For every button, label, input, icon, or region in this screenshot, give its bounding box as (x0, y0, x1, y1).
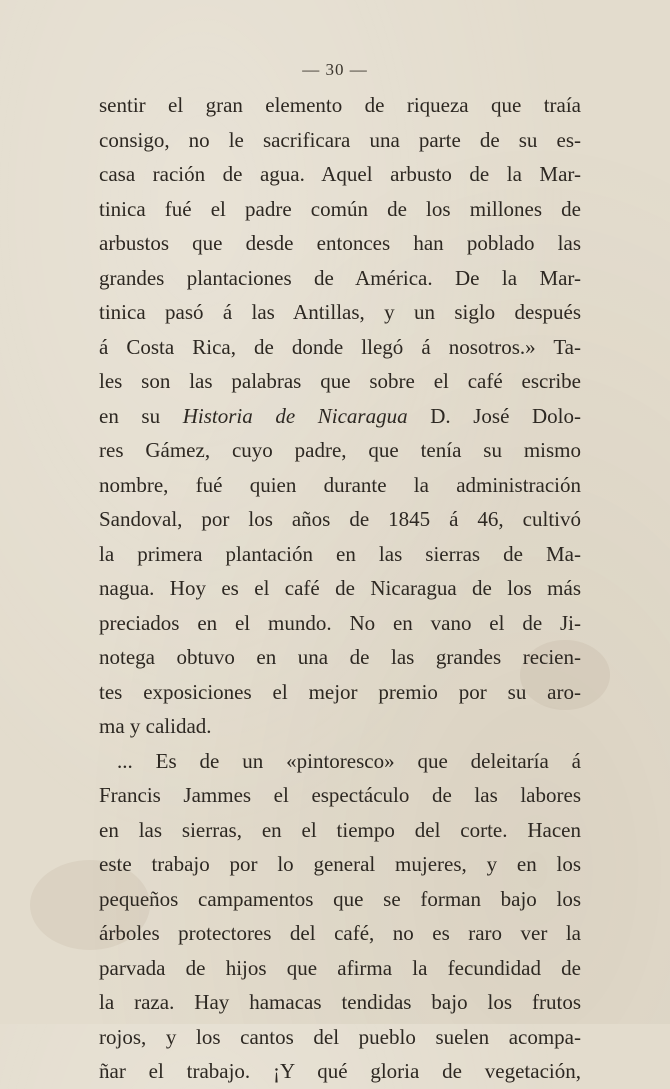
text-line: en las sierras, en el tiempo del corte. Hacen (99, 817, 581, 842)
text-line: tinica pasó á las Antillas, y un siglo después (99, 300, 581, 324)
text-line: les son las palabras que sobre el café escribe (99, 369, 581, 393)
text-line: tes exposiciones el mejor premio por su aro- (99, 679, 581, 704)
text-line: res Gámez, cuyo padre, que tenía su mismo (99, 438, 581, 462)
page-number: — 30 — (302, 60, 368, 79)
paragraph-last-line: ma y calidad. (99, 714, 212, 738)
text-line: arbustos que desde entonces han poblado las (99, 231, 581, 255)
text-line-with-book-title (99, 399, 581, 434)
text-line: sentir el gran elemento de riqueza que traía (99, 93, 581, 117)
text-line: casa ración de agua. Aquel arbusto de la Mar- (99, 162, 581, 186)
text-line: parvada de hijos que afirma la fecundidad de (99, 955, 581, 980)
text-line: tinica fué el padre común de los millones de (99, 196, 581, 221)
text-fragment: D. José Dolo- (407, 403, 582, 428)
text-line: nagua. Hoy es el café de Nicaragua de los más (99, 576, 581, 600)
text-line: pequeños campamentos que se forman bajo los (99, 886, 581, 911)
body-text (99, 88, 581, 1089)
paragraph-first-line: ... Es de un «pintoresco» que deleitaría á (117, 748, 581, 773)
text-line: á Costa Rica, de donde llegó á nosotros.» Ta- (99, 334, 581, 359)
text-line: grandes plantaciones de América. De la Mar- (99, 265, 581, 290)
text-line: este trabajo por lo general mujeres, y en los (99, 852, 581, 876)
text-line: ñar el trabajo. ¡Y qué gloria de vegetación, (99, 1059, 581, 1083)
text-line: Sandoval, por los años de 1845 á 46, cultivó (99, 507, 581, 531)
text-line: notega obtuvo en una de las grandes recien- (99, 645, 581, 669)
text-line: la raza. Hay hamacas tendidas bajo los frutos (99, 990, 581, 1014)
book-title: Historia de Nicaragua (182, 403, 408, 428)
text-fragment: en su (99, 403, 183, 428)
text-line: nombre, fué quien durante la administración (99, 472, 581, 497)
text-line: preciados en el mundo. No en vano el de Ji- (99, 610, 581, 635)
text-line: rojos, y los cantos del pueblo suelen acompa- (99, 1024, 581, 1049)
text-line: consigo, no le sacrificara una parte de su es- (99, 127, 581, 152)
text-line: Francis Jammes el espectáculo de las labores (99, 783, 581, 807)
text-line: árboles protectores del café, no es raro ver la (99, 921, 581, 945)
text-line: la primera plantación en las sierras de Ma- (99, 541, 581, 566)
